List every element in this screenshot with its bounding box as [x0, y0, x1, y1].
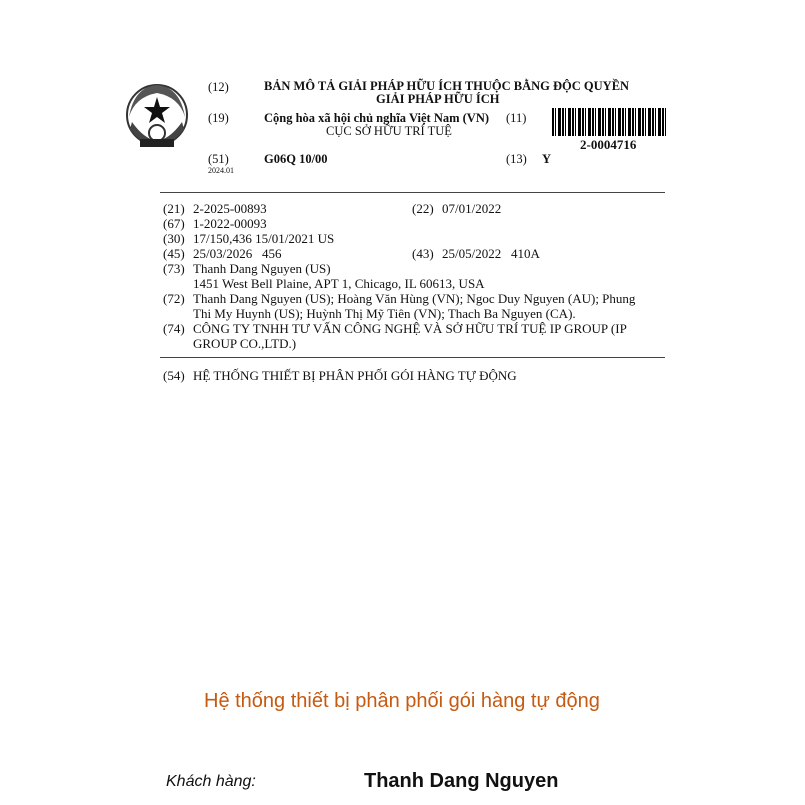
owner-address: 1451 West Bell Plaine, APT 1, Chicago, IL 60613, USA [193, 276, 485, 291]
barcode [552, 108, 668, 136]
client-label: Khách hàng: [166, 773, 256, 790]
country: Cộng hòa xã hội chủ nghĩa Việt Nam (VN) [264, 111, 490, 125]
field-67 [163, 216, 267, 232]
code-11: (11) [506, 111, 527, 125]
application-number: 2-2025-00893 [193, 201, 267, 216]
code-12: (12) [208, 80, 229, 94]
field-22 [412, 201, 501, 217]
field-73 [163, 261, 331, 277]
footer-title: Hệ thống thiết bị phân phối gói hàng tự động [204, 690, 600, 712]
field-45 [163, 246, 281, 262]
field-43 [412, 246, 540, 262]
field-code: (22) [412, 201, 434, 216]
field-74 [163, 321, 627, 337]
field-code: (21) [163, 201, 185, 216]
field-code: (45) [163, 246, 185, 261]
kind-code: Y [542, 152, 552, 166]
field-21 [163, 201, 267, 217]
filing-date: 07/01/2022 [442, 201, 502, 216]
grant-date: 25/03/2026 456 [193, 246, 282, 261]
inventors-line2: Thi My Huynh (US); Huỳnh Thị Mỹ Tiên (VN); Thach Ba Nguyen (CA). [193, 306, 576, 321]
field-72 [163, 291, 635, 307]
code-51: (51) [208, 152, 229, 166]
office: CỤC SỞ HỮU TRÍ TUỆ [326, 124, 452, 138]
client-name: Thanh Dang Nguyen [364, 770, 559, 792]
field-54 [163, 368, 517, 384]
related-application: 1-2022-00093 [193, 216, 267, 231]
national-emblem [124, 77, 190, 157]
field-code: (72) [163, 291, 185, 306]
field-code: (74) [163, 321, 185, 336]
agent-line2: GROUP CO.,LTD.) [193, 336, 297, 351]
field-30 [163, 231, 334, 247]
publication-date: 25/05/2022 410A [442, 246, 540, 261]
field-code: (67) [163, 216, 185, 231]
ipc-version: 2024.01 [208, 166, 234, 175]
ipc-class: G06Q 10/00 [264, 152, 328, 166]
field-code: (30) [163, 231, 185, 246]
agent-line1: CÔNG TY TNHH TƯ VẤN CÔNG NGHỆ VÀ SỞ HỮU TRÍ TUỆ IP GROUP (IP [193, 321, 627, 336]
inventors-line1: Thanh Dang Nguyen (US); Hoàng Văn Hùng (VN); Ngoc Duy Nguyen (AU); Phung [193, 291, 636, 306]
priority: 17/150,436 15/01/2021 US [193, 231, 335, 246]
code-19: (19) [208, 111, 229, 125]
code-13: (13) [506, 152, 527, 166]
owner: Thanh Dang Nguyen (US) [193, 261, 331, 276]
document-title-line2: GIẢI PHÁP HỮU ÍCH [376, 92, 500, 106]
field-code: (43) [412, 246, 434, 261]
invention-title: HỆ THỐNG THIẾT BỊ PHÂN PHỐI GÓI HÀNG TỰ ĐỘNG [193, 368, 517, 383]
divider-top [160, 192, 665, 193]
field-code: (54) [163, 368, 185, 383]
field-code: (73) [163, 261, 185, 276]
patent-number: 2-0004716 [580, 137, 637, 152]
document-title-line1: BẢN MÔ TẢ GIẢI PHÁP HỮU ÍCH THUỘC BẰNG ĐỘC QUYỀN [264, 79, 630, 93]
divider-bottom [160, 357, 665, 358]
